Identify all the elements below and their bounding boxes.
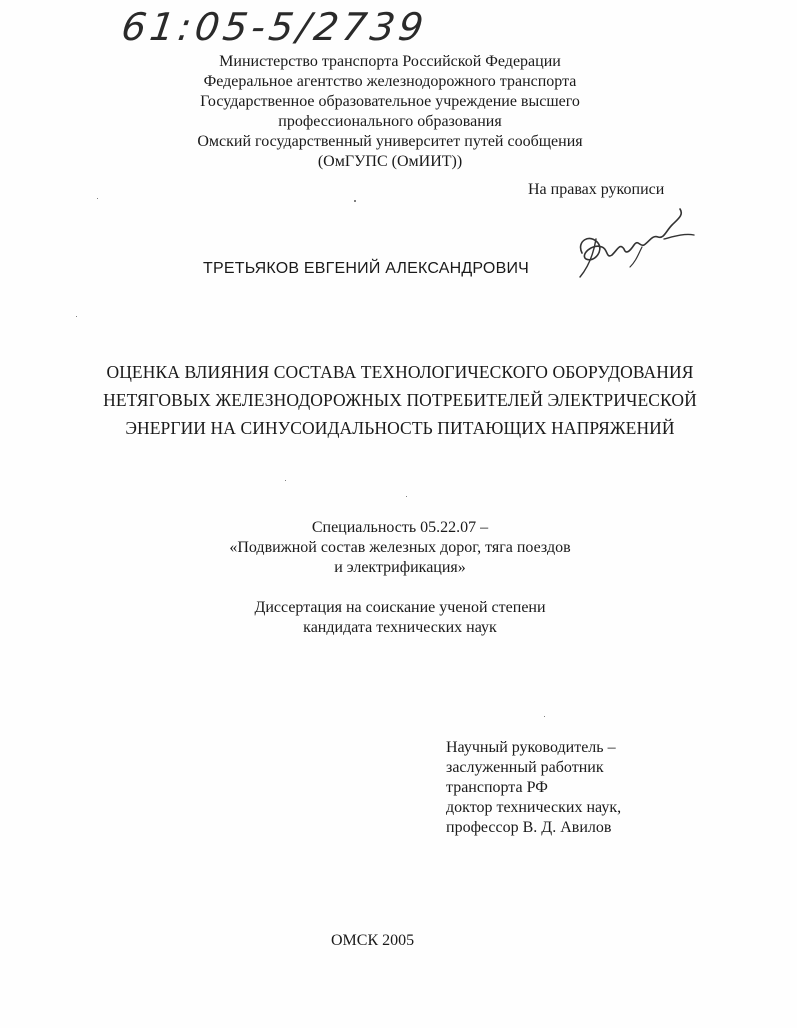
institution-header (120, 52, 660, 172)
title-line: НЕТЯГОВЫХ ЖЕЛЕЗНОДОРОЖНЫХ ПОТРЕБИТЕЛЕЙ ЭЛЕКТРИЧЕСКОЙ (103, 390, 697, 410)
header-line: Министерство транспорта Российской Федерации (219, 53, 561, 70)
supervisor-block (446, 738, 746, 838)
supervisor-line: профессор В. Д. Авилов (446, 819, 612, 836)
degree-line: Диссертация на соискание ученой степени (254, 599, 546, 616)
header-line: Федеральное агентство железнодорожного транспорта (203, 73, 577, 90)
scan-speck (285, 480, 286, 481)
specialty-block (150, 518, 650, 578)
supervisor-line: доктор технических наук, (446, 799, 622, 816)
title-line: ЭНЕРГИИ НА СИНУСОИДАЛЬНОСТЬ ПИТАЮЩИХ НАПРЯЖЕНИЙ (125, 418, 675, 438)
supervisor-line: заслуженный работник (446, 759, 604, 776)
header-line: профессионального образования (278, 113, 502, 130)
supervisor-line: Научный руководитель – (446, 739, 616, 756)
archive-number-handwritten: 61:05-5/2739 (118, 5, 431, 49)
scan-speck (97, 198, 98, 199)
specialty-line: «Подвижной состав железных дорог, тяга поездов (229, 539, 571, 556)
specialty-line: Специальность 05.22.07 – (311, 519, 489, 536)
dissertation-title (60, 358, 740, 442)
degree-block (150, 598, 650, 638)
signature-image (568, 203, 698, 283)
city-year: ОМСК 2005 (331, 932, 415, 949)
author-name: ТРЕТЬЯКОВ ЕВГЕНИЙ АЛЕКСАНДРОВИЧ (203, 260, 530, 277)
degree-line: кандидата технических наук (303, 619, 497, 636)
scan-speck (354, 200, 356, 202)
manuscript-rights-note: На правах рукописи (528, 181, 665, 198)
header-line: (ОмГУПС (ОмИИТ)) (317, 153, 463, 170)
specialty-line: и электрификация» (334, 559, 466, 576)
scan-speck (406, 496, 407, 497)
header-line: Омский государственный университет путей сообщения (197, 133, 583, 150)
scan-speck (544, 716, 545, 717)
scan-speck (76, 316, 77, 317)
header-line: Государственное образовательное учреждение высшего (200, 93, 580, 110)
supervisor-line: транспорта РФ (446, 779, 548, 796)
title-line: ОЦЕНКА ВЛИЯНИЯ СОСТАВА ТЕХНОЛОГИЧЕСКОГО ОБОРУДОВАНИЯ (106, 362, 694, 382)
